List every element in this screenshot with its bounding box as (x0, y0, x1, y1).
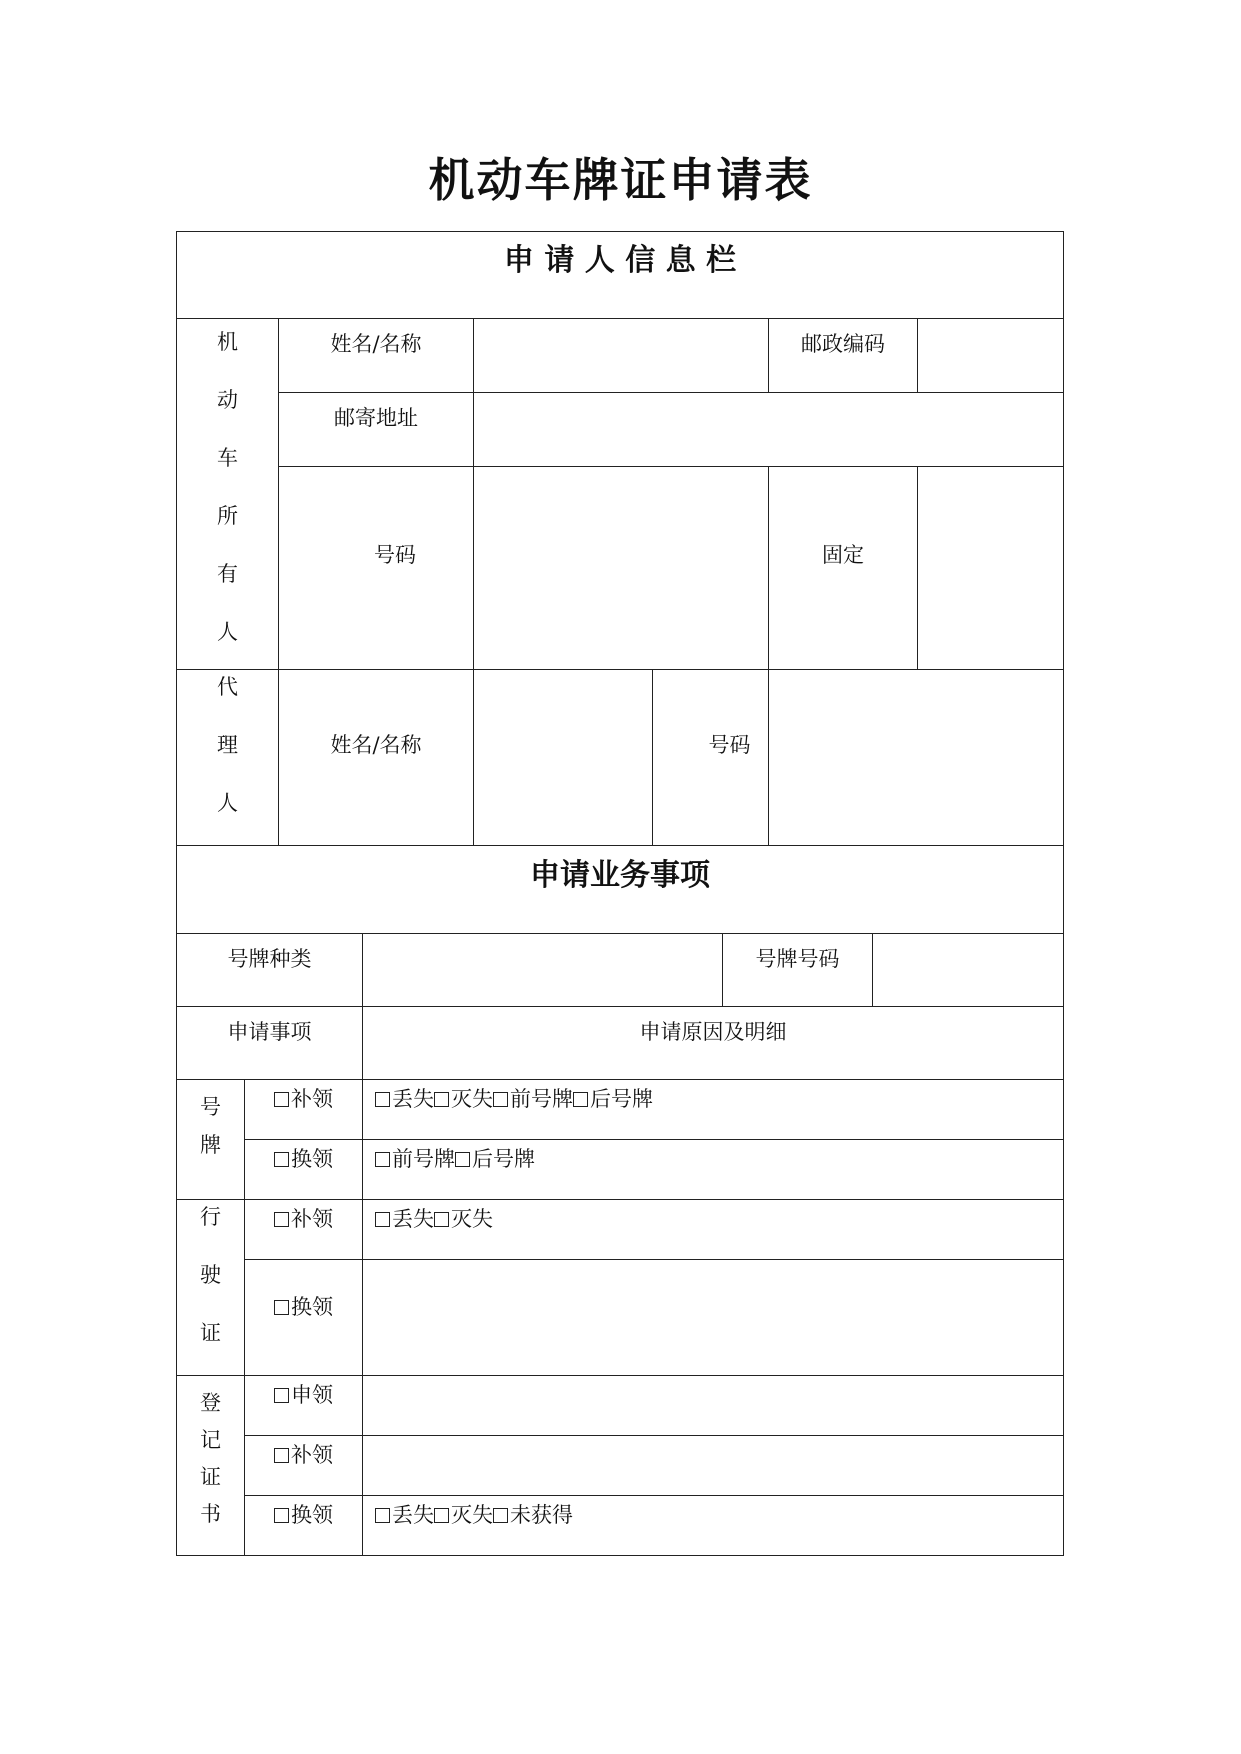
agent-label-char: 代 (217, 675, 238, 699)
owner-label-char: 有 (217, 562, 238, 586)
plate-group-label-cell (176, 1079, 245, 1200)
mailing-address-label: 邮寄地址 (334, 406, 418, 430)
postal-code-label: 邮政编码 (801, 332, 885, 356)
option-label: 补领 (291, 1207, 333, 1231)
detail-rear-plate-checkbox[interactable] (573, 1084, 653, 1114)
option-label: 换领 (291, 1147, 333, 1171)
license-replace-option-cell (244, 1259, 363, 1376)
group-label-char: 行 (200, 1205, 221, 1229)
group-label-char: 书 (200, 1502, 221, 1526)
plate-reissue-details-cell (362, 1079, 1064, 1140)
detail-label: 灭失 (451, 1503, 493, 1527)
agent-phone-label: 号码 (708, 733, 751, 757)
certificate-apply-option-cell (244, 1375, 363, 1436)
license-reissue-details-cell (362, 1199, 1064, 1260)
owner-label-cell (176, 318, 279, 670)
fixed-phone-input[interactable] (917, 466, 1064, 670)
certificate-reissue-option-cell (244, 1435, 363, 1496)
agent-label-char: 人 (217, 791, 238, 815)
detail-rear-plate-checkbox[interactable] (455, 1144, 535, 1174)
checkbox-icon (274, 1388, 289, 1403)
postal-code-input[interactable] (917, 318, 1064, 393)
reason-label-cell (362, 1006, 1064, 1080)
detail-label: 前号牌 (392, 1147, 455, 1171)
checkbox-icon (274, 1092, 289, 1107)
group-label-char: 登 (200, 1391, 221, 1415)
detail-label: 后号牌 (472, 1147, 535, 1171)
owner-label (177, 327, 278, 647)
checkbox-icon (375, 1092, 390, 1107)
applicant-info-header-text: 申 请 人 信 息 栏 (503, 243, 737, 278)
applicant-info-header (176, 231, 1064, 319)
license-replace-details-cell[interactable] (362, 1259, 1064, 1376)
certificate-replace-option-cell (244, 1495, 363, 1556)
agent-label-cell (176, 669, 279, 846)
reason-label: 申请原因及明细 (639, 1020, 787, 1044)
detail-label: 后号牌 (590, 1087, 653, 1111)
detail-lost-checkbox[interactable] (375, 1084, 434, 1114)
checkbox-icon (274, 1448, 289, 1463)
agent-label-char: 理 (217, 733, 238, 757)
agent-phone-input[interactable] (768, 669, 1064, 846)
owner-name-input[interactable] (473, 318, 769, 393)
mailing-address-label-cell (278, 392, 474, 467)
checkbox-icon (375, 1508, 390, 1523)
agent-phone-label-cell (652, 669, 769, 846)
owner-phone-label-cell (278, 466, 474, 670)
plate-type-label-cell (176, 933, 363, 1007)
detail-label: 前号牌 (510, 1087, 573, 1111)
certificate-group-label-cell (176, 1375, 245, 1556)
agent-name-label: 姓名/名称 (330, 733, 422, 757)
certificate-apply-details-cell[interactable] (362, 1375, 1064, 1436)
option-label: 换领 (291, 1295, 333, 1319)
group-label-char: 号 (200, 1095, 221, 1119)
detail-not-obtained-checkbox[interactable] (493, 1500, 573, 1530)
plate-replace-option-cell (244, 1139, 363, 1200)
certificate-reissue-details-cell[interactable] (362, 1435, 1064, 1496)
detail-destroyed-checkbox[interactable] (434, 1204, 493, 1234)
detail-front-plate-checkbox[interactable] (493, 1084, 573, 1114)
option-label: 申领 (291, 1383, 333, 1407)
postal-code-label-cell (768, 318, 918, 393)
owner-label-char: 人 (217, 620, 238, 644)
matter-label-cell (176, 1006, 363, 1080)
detail-label: 灭失 (451, 1087, 493, 1111)
agent-label (177, 672, 278, 818)
group-label-char: 驶 (200, 1263, 221, 1287)
detail-label: 灭失 (451, 1207, 493, 1231)
license-replace-checkbox[interactable] (274, 1292, 333, 1322)
option-label: 补领 (291, 1443, 333, 1467)
checkbox-icon (455, 1152, 470, 1167)
group-label-char: 证 (200, 1321, 221, 1345)
checkbox-icon (274, 1212, 289, 1227)
certificate-reissue-checkbox[interactable] (274, 1440, 333, 1470)
certificate-apply-checkbox[interactable] (274, 1380, 333, 1410)
option-label: 补领 (291, 1087, 333, 1111)
business-matters-header (176, 845, 1064, 934)
license-group-label-cell (176, 1199, 245, 1376)
owner-label-char: 动 (217, 388, 238, 412)
form-title: 机动车牌证申请表 (428, 153, 813, 207)
agent-name-input[interactable] (473, 669, 653, 846)
owner-label-char: 机 (217, 330, 238, 354)
plate-type-input[interactable] (362, 933, 723, 1007)
checkbox-icon (434, 1508, 449, 1523)
matter-label: 申请事项 (227, 1020, 312, 1044)
owner-phone-input[interactable] (473, 466, 769, 670)
group-label-char: 牌 (200, 1133, 221, 1157)
owner-phone-label: 号码 (374, 543, 416, 567)
group-label-char: 证 (200, 1465, 221, 1489)
plate-reissue-option-cell (244, 1079, 363, 1140)
detail-destroyed-checkbox[interactable] (434, 1084, 493, 1114)
checkbox-icon (274, 1152, 289, 1167)
detail-lost-checkbox[interactable] (375, 1204, 434, 1234)
checkbox-icon (375, 1152, 390, 1167)
detail-label: 丢失 (392, 1087, 434, 1111)
owner-name-label: 姓名/名称 (330, 332, 422, 356)
mailing-address-input[interactable] (473, 392, 1064, 467)
detail-label: 丢失 (392, 1503, 434, 1527)
detail-label: 丢失 (392, 1207, 434, 1231)
checkbox-icon (274, 1508, 289, 1523)
detail-front-plate-checkbox[interactable] (375, 1144, 455, 1174)
fixed-phone-label-cell (768, 466, 918, 670)
license-reissue-option-cell (244, 1199, 363, 1260)
plate-replace-details-cell (362, 1139, 1064, 1200)
license-group-label (177, 1202, 244, 1348)
certificate-replace-details-cell (362, 1495, 1064, 1556)
plate-number-input[interactable] (872, 933, 1064, 1007)
checkbox-icon (493, 1092, 508, 1107)
business-matters-header-text: 申请业务事项 (530, 858, 710, 893)
plate-reissue-checkbox[interactable] (274, 1084, 333, 1114)
checkbox-icon (434, 1212, 449, 1227)
owner-label-char: 车 (217, 446, 238, 470)
fixed-phone-label: 固定 (822, 543, 864, 567)
checkbox-icon (274, 1300, 289, 1315)
detail-label: 未获得 (510, 1503, 573, 1527)
checkbox-icon (434, 1092, 449, 1107)
plate-type-label: 号牌种类 (227, 947, 312, 971)
checkbox-icon (493, 1508, 508, 1523)
license-reissue-checkbox[interactable] (274, 1204, 333, 1234)
certificate-group-label (177, 1388, 244, 1529)
plate-number-label-cell (722, 933, 873, 1007)
checkbox-icon (375, 1212, 390, 1227)
agent-name-label-cell (278, 669, 474, 846)
owner-label-char: 所 (217, 504, 238, 528)
application-form (176, 231, 1064, 1551)
detail-lost-checkbox[interactable] (375, 1500, 434, 1530)
option-label: 换领 (291, 1503, 333, 1527)
group-label-char: 记 (200, 1428, 221, 1452)
plate-group-label (177, 1092, 244, 1160)
detail-destroyed-checkbox[interactable] (434, 1500, 493, 1530)
plate-number-label: 号牌号码 (755, 947, 840, 971)
plate-replace-checkbox[interactable] (274, 1144, 333, 1174)
certificate-replace-checkbox[interactable] (274, 1500, 333, 1530)
owner-name-label-cell (278, 318, 474, 393)
checkbox-icon (573, 1092, 588, 1107)
